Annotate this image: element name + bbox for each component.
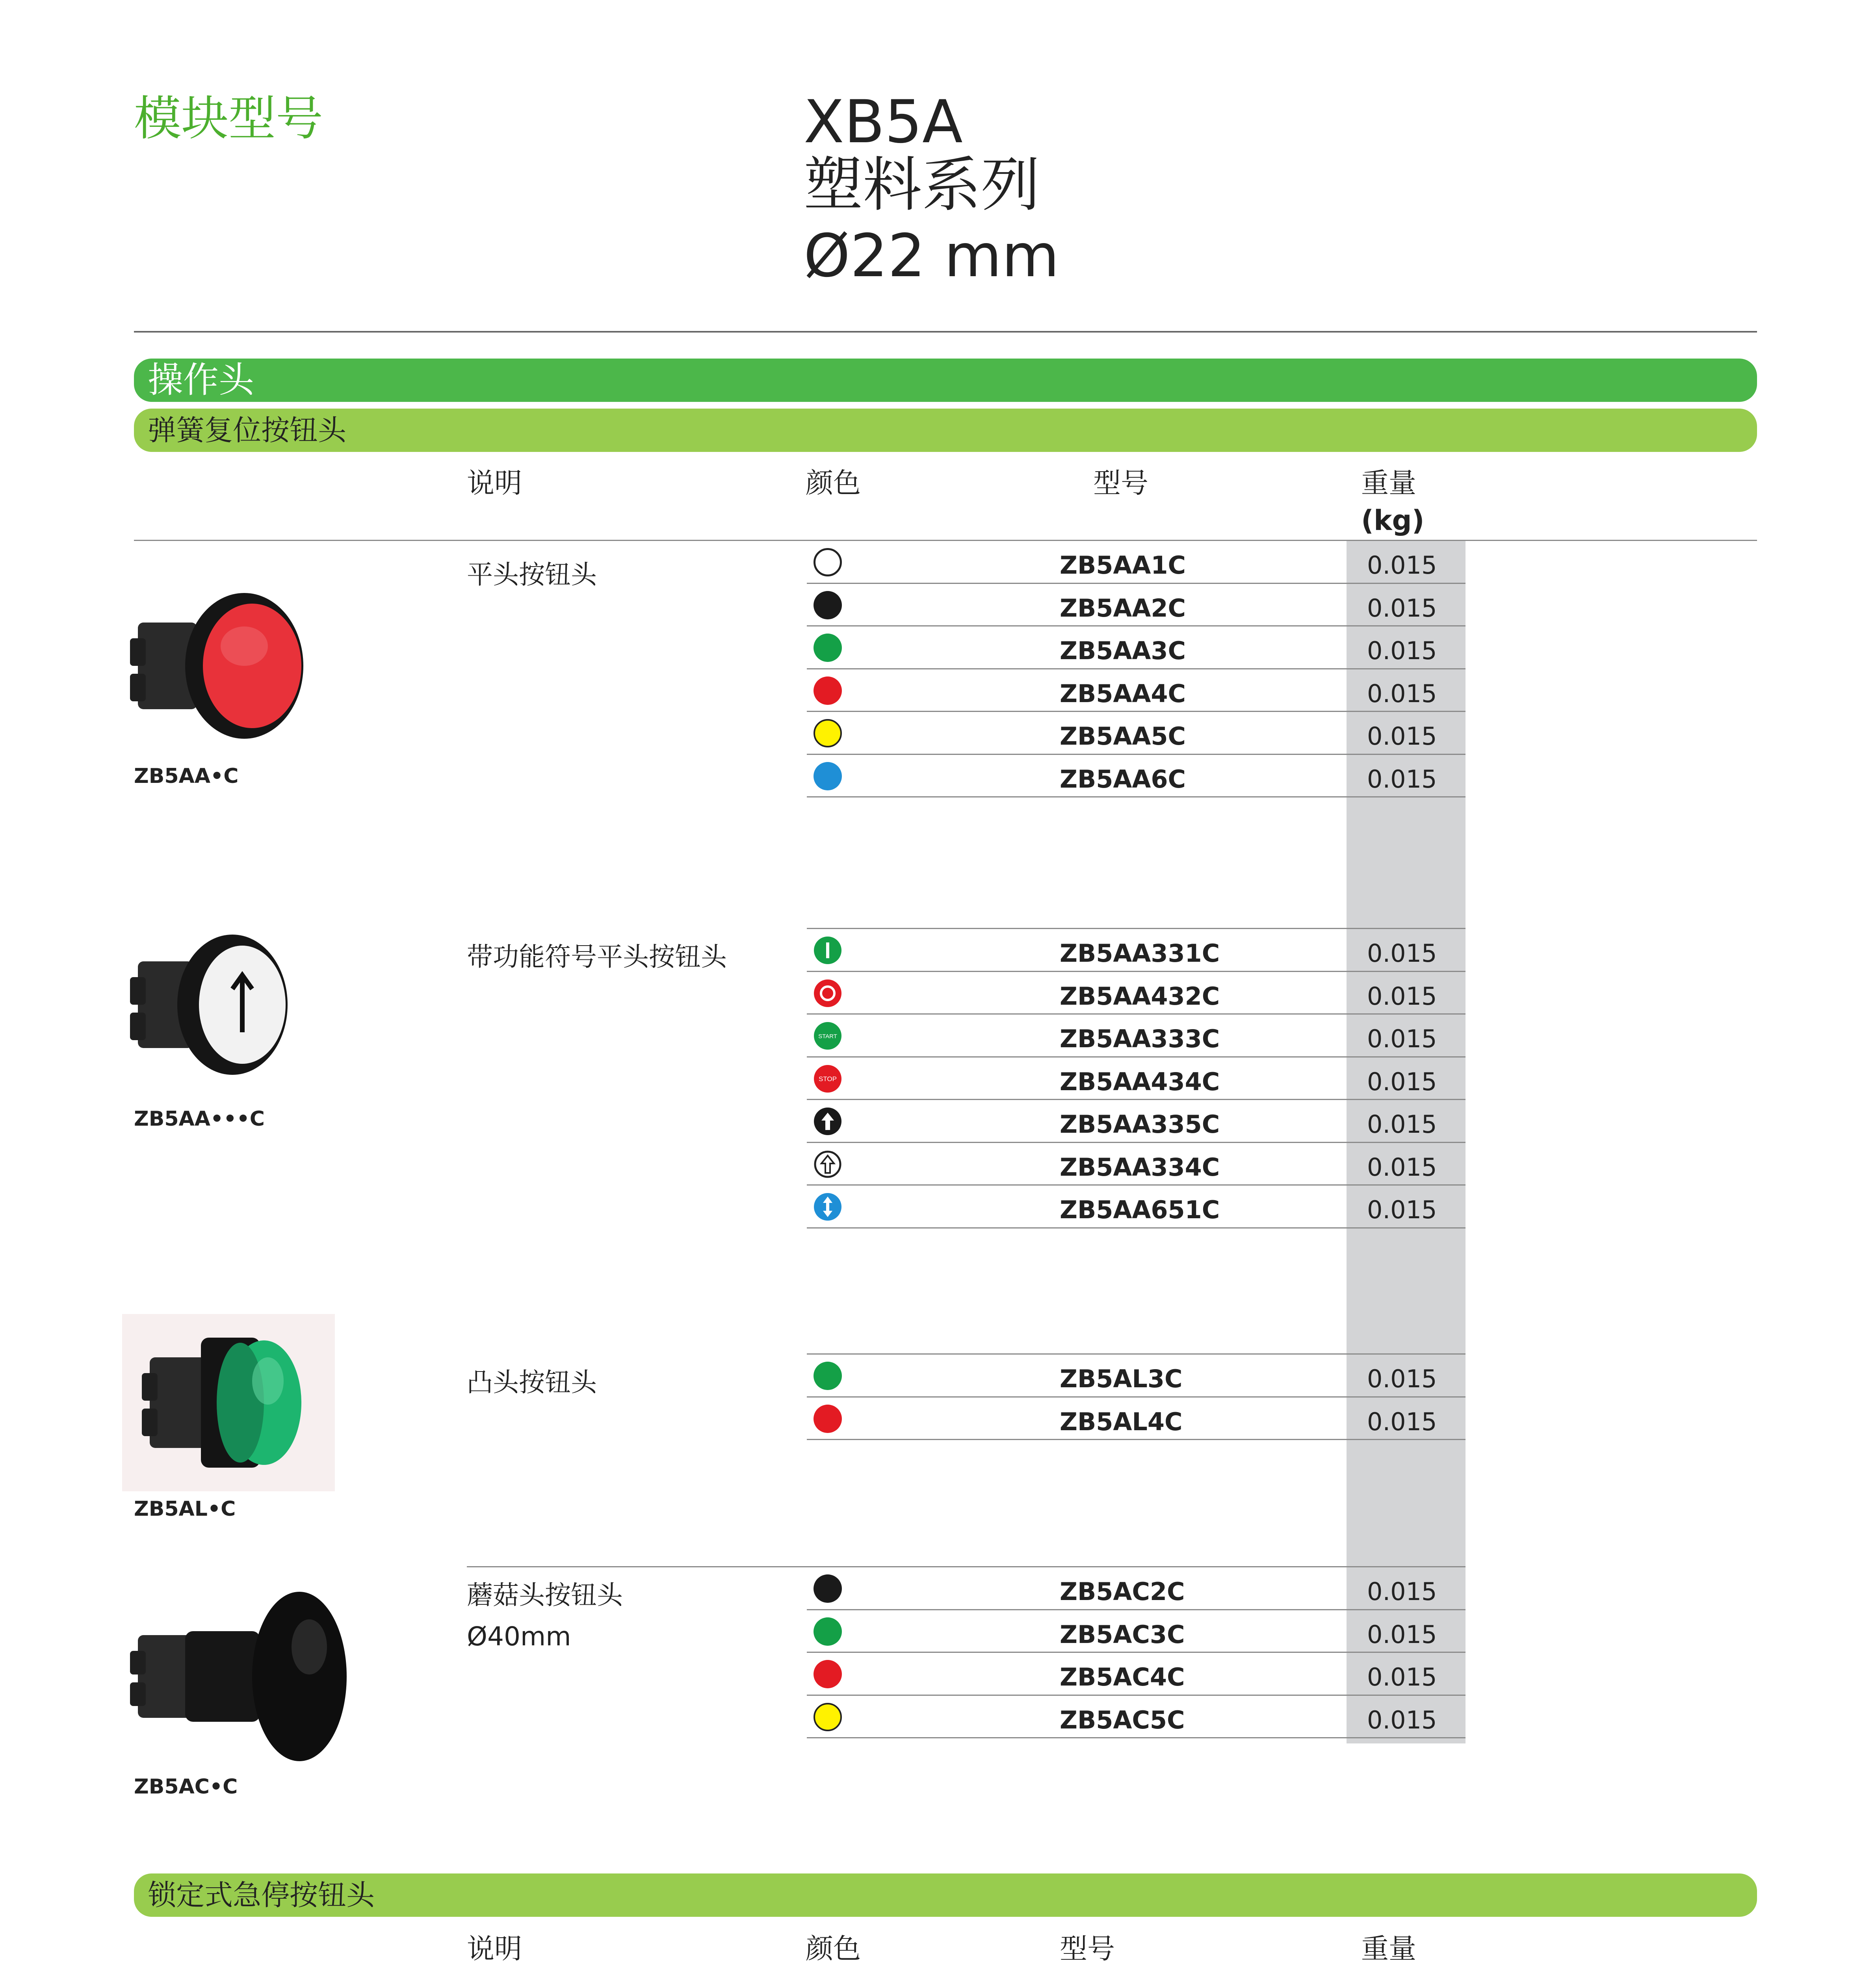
symbol-button-photo — [130, 930, 295, 1080]
color-swatch-black-icon — [814, 1574, 842, 1603]
weight-value: 0.015 — [1367, 1620, 1437, 1649]
weight-value: 0.015 — [1367, 939, 1437, 968]
header-color: 颜色 — [806, 467, 861, 499]
table-row-divider — [807, 1652, 1466, 1653]
table-row-divider — [807, 668, 1466, 669]
model-number: ZB5AC5C — [1060, 1705, 1185, 1734]
model-number: ZB5AA6C — [1060, 764, 1186, 794]
symbol-black-arrow-up-icon — [814, 1107, 842, 1136]
table-row-divider — [807, 754, 1466, 755]
header-description-2: 说明 — [467, 1933, 522, 1965]
weight-value: 0.015 — [1367, 1195, 1437, 1224]
color-swatch-red-icon — [814, 1405, 842, 1433]
model-number: ZB5AA5C — [1060, 722, 1186, 751]
series-title: XB5A — [804, 88, 963, 156]
model-number: ZB5AA331C — [1060, 939, 1220, 968]
model-number: ZB5AA4C — [1060, 679, 1186, 708]
model-number: ZB5AA434C — [1060, 1067, 1220, 1096]
weight-value: 0.015 — [1367, 1577, 1437, 1606]
table-row-divider — [807, 1056, 1466, 1057]
table-row-divider — [807, 625, 1466, 626]
header-weight-unit: (kg) — [1361, 504, 1425, 537]
color-swatch-yellow-icon — [814, 1703, 842, 1731]
header-weight: 重量 — [1361, 467, 1416, 499]
table-row-divider — [807, 1609, 1466, 1610]
weight-value: 0.015 — [1367, 1024, 1437, 1053]
symbol-group-top-line — [807, 928, 1466, 929]
weight-value: 0.015 — [1367, 981, 1437, 1011]
series-diameter: Ø22 mm — [804, 222, 1059, 290]
table-row-divider — [807, 711, 1466, 712]
weight-value: 0.015 — [1367, 551, 1437, 580]
table-row-divider — [807, 1396, 1466, 1398]
color-swatch-green-icon — [814, 634, 842, 662]
section-label: 模块型号 — [134, 91, 323, 146]
weight-value: 0.015 — [1367, 1067, 1437, 1096]
table-row-divider — [807, 971, 1466, 972]
mushroom-diameter: Ø40mm — [467, 1621, 571, 1652]
header-weight-2: 重量 — [1361, 1933, 1416, 1965]
table-row-divider — [807, 583, 1466, 584]
subcategory-bar-emergency-stop: 锁定式急停按钮头 — [134, 1873, 1757, 1917]
model-number: ZB5AA333C — [1060, 1024, 1220, 1053]
weight-value: 0.015 — [1367, 1663, 1437, 1691]
weight-value: 0.015 — [1367, 1705, 1437, 1734]
mushroom-photo-label: ZB5AC•C — [134, 1775, 238, 1799]
symbol-text: STOP — [819, 1075, 837, 1083]
model-number: ZB5AA651C — [1060, 1195, 1220, 1224]
table-row-divider — [807, 1013, 1466, 1015]
weight-value: 0.015 — [1367, 1364, 1437, 1393]
color-swatch-red-icon — [814, 1660, 842, 1688]
symbol-red-stop-icon — [814, 1065, 842, 1093]
weight-value: 0.015 — [1367, 722, 1437, 751]
symbol-green-I-icon — [814, 936, 842, 965]
projecting-button-photo — [122, 1314, 335, 1491]
model-number: ZB5AA3C — [1060, 636, 1186, 665]
flat-photo-label: ZB5AA•C — [134, 764, 239, 788]
category-bar-operating-heads: 操作头 — [134, 359, 1757, 402]
projecting-photo-label: ZB5AL•C — [134, 1497, 236, 1521]
table-row-divider — [807, 1099, 1466, 1100]
color-swatch-green-icon — [814, 1617, 842, 1646]
model-number: ZB5AC2C — [1060, 1577, 1185, 1606]
flat-description: 平头按钮头 — [467, 559, 597, 590]
weight-value: 0.015 — [1367, 1407, 1437, 1436]
symbol-white-arrow-up-icon — [814, 1150, 842, 1178]
weight-value: 0.015 — [1367, 1152, 1437, 1182]
symbol-red-O-icon — [814, 979, 842, 1007]
symbol-blue-arrow-updown-icon — [814, 1193, 842, 1221]
table-row-divider — [807, 1227, 1466, 1228]
color-swatch-red-icon — [814, 676, 842, 705]
weight-value: 0.015 — [1367, 636, 1437, 665]
model-number: ZB5AL4C — [1060, 1407, 1183, 1436]
model-number: ZB5AC4C — [1060, 1663, 1185, 1691]
model-number: ZB5AA1C — [1060, 551, 1186, 580]
color-swatch-white-icon — [814, 548, 842, 576]
model-number: ZB5AA2C — [1060, 593, 1186, 623]
header-description: 说明 — [467, 467, 522, 499]
symbol-photo-label: ZB5AA•••C — [134, 1107, 265, 1131]
table-row-divider — [807, 1439, 1466, 1440]
weight-value: 0.015 — [1367, 679, 1437, 708]
table-row-divider — [807, 1695, 1466, 1696]
table-row-divider — [807, 1737, 1466, 1738]
mushroom-button-photo — [130, 1588, 351, 1761]
symbol-description: 带功能符号平头按钮头 — [467, 942, 727, 972]
flat-button-photo — [130, 587, 311, 745]
model-number: ZB5AA334C — [1060, 1152, 1220, 1182]
series-subtitle: 塑料系列 — [804, 151, 1040, 219]
header-divider — [134, 331, 1757, 333]
table-row-divider — [807, 796, 1466, 797]
weight-value: 0.015 — [1367, 593, 1437, 623]
symbol-text: START — [818, 1033, 837, 1040]
header-model-2: 型号 — [1060, 1933, 1115, 1965]
model-number: ZB5AA432C — [1060, 981, 1220, 1011]
header-color-2: 颜色 — [806, 1933, 861, 1965]
projecting-description: 凸头按钮头 — [467, 1367, 597, 1398]
model-number: ZB5AL3C — [1060, 1364, 1183, 1393]
color-swatch-black-icon — [814, 591, 842, 619]
table-header-divider — [134, 540, 1757, 541]
mushroom-description: 蘑菇头按钮头 — [467, 1580, 623, 1610]
weight-value: 0.015 — [1367, 1110, 1437, 1139]
model-number: ZB5AA335C — [1060, 1110, 1220, 1139]
weight-value: 0.015 — [1367, 764, 1437, 794]
symbol-green-start-icon — [814, 1022, 842, 1050]
color-swatch-yellow-icon — [814, 719, 842, 747]
model-number: ZB5AC3C — [1060, 1620, 1185, 1649]
table-row-divider — [807, 1142, 1466, 1143]
projecting-group-top-line — [807, 1353, 1466, 1355]
header-model: 型号 — [1093, 467, 1148, 499]
mushroom-group-top-line — [467, 1566, 1466, 1567]
color-swatch-blue-icon — [814, 762, 842, 790]
color-swatch-green-icon — [814, 1362, 842, 1390]
subcategory-bar-spring-return: 弹簧复位按钮头 — [134, 409, 1757, 452]
table-row-divider — [807, 1184, 1466, 1186]
